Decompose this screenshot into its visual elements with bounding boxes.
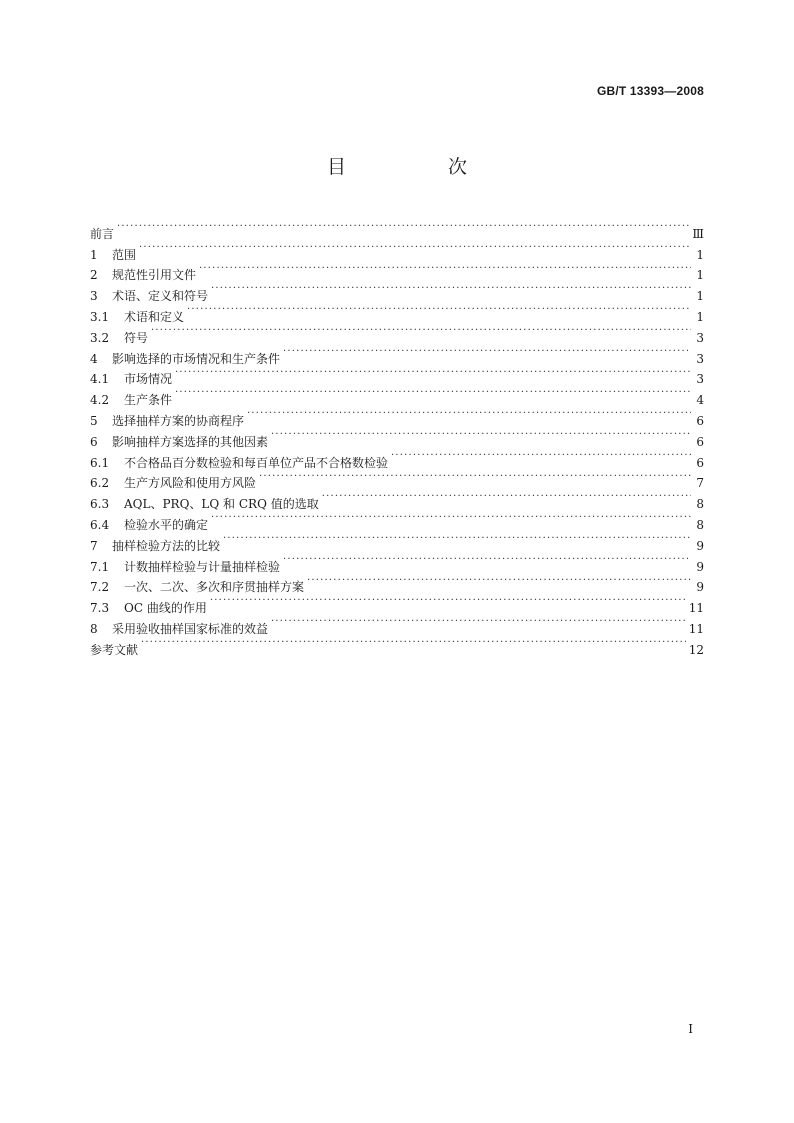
toc-entry[interactable] bbox=[90, 217, 704, 241]
toc-dot-leader bbox=[175, 383, 691, 404]
toc-dot-leader bbox=[210, 591, 686, 612]
toc-entry-label: 术语、定义和符号 bbox=[112, 289, 209, 304]
toc-entry-label: 计数抽样检验与计量抽样检验 bbox=[124, 559, 281, 574]
toc-entry-label: 检验水平的确定 bbox=[124, 517, 209, 532]
toc-entry-number: 6 bbox=[90, 434, 98, 449]
toc-entry-page: 9 bbox=[696, 559, 704, 574]
toc-entry-page: 4 bbox=[696, 393, 704, 408]
toc-entry-label: 范围 bbox=[112, 247, 137, 262]
toc-dot-leader bbox=[151, 321, 691, 342]
toc-entry[interactable] bbox=[90, 321, 704, 345]
toc-entry-label: 影响选择的市场情况和生产条件 bbox=[112, 351, 281, 366]
toc-entry-number: 6.2 bbox=[90, 476, 110, 491]
toc-entry-page: 1 bbox=[696, 268, 704, 283]
toc-entry-label: 一次、二次、多次和序贯抽样方案 bbox=[124, 580, 305, 595]
toc-entry-label: 选择抽样方案的协商程序 bbox=[112, 413, 245, 428]
toc-dot-leader bbox=[271, 425, 691, 446]
toc-dot-leader bbox=[307, 571, 691, 592]
toc-entry-label: OC 曲线的作用 bbox=[124, 601, 207, 616]
toc-entry-number: 5 bbox=[90, 413, 98, 428]
toc-dot-leader bbox=[283, 342, 691, 363]
toc-entry-page: 1 bbox=[696, 247, 704, 262]
toc-entry-number: 3 bbox=[90, 289, 98, 304]
toc-entry-label: 前言 bbox=[90, 226, 115, 241]
toc-dot-leader bbox=[117, 217, 689, 238]
toc-entry-label: 影响抽样方案选择的其他因素 bbox=[112, 434, 269, 449]
toc-entry-number: 3.2 bbox=[90, 330, 110, 345]
toc-entry-page: 1 bbox=[696, 309, 704, 324]
toc-entry-page: 9 bbox=[696, 538, 704, 553]
toc-entry-page: 3 bbox=[696, 372, 704, 387]
toc-entry[interactable] bbox=[90, 259, 704, 283]
toc-entry-page: 1 bbox=[696, 289, 704, 304]
toc-entry-number: 8 bbox=[90, 621, 98, 636]
toc-entry-page: 11 bbox=[688, 601, 704, 616]
toc-entry-label: 规范性引用文件 bbox=[112, 268, 197, 283]
toc-entry-label: 不合格品百分数检验和每百单位产品不合格数检验 bbox=[124, 455, 389, 470]
toc-entry-page: Ⅲ bbox=[692, 226, 704, 241]
toc-dot-leader bbox=[141, 633, 686, 654]
toc-entry-page: 6 bbox=[696, 434, 704, 449]
toc-entry-number: 4.1 bbox=[90, 372, 110, 387]
toc-entry-label: 市场情况 bbox=[124, 372, 173, 387]
toc-entry-label: AQL、PRQ、LQ 和 CRQ 值的选取 bbox=[124, 497, 319, 512]
toc-entry-page: 9 bbox=[696, 580, 704, 595]
toc-entry-number: 7.2 bbox=[90, 580, 110, 595]
toc-entry-page: 12 bbox=[688, 642, 704, 657]
toc-dot-leader bbox=[283, 550, 691, 571]
toc-entry[interactable] bbox=[90, 404, 704, 428]
toc-entry-page: 11 bbox=[688, 621, 704, 636]
toc-entry-label: 生产条件 bbox=[124, 393, 173, 408]
toc-dot-leader bbox=[211, 279, 691, 300]
toc-entry-label: 符号 bbox=[124, 330, 149, 345]
toc-entry-page: 8 bbox=[696, 497, 704, 512]
page-number: I bbox=[688, 1022, 693, 1036]
toc-entry-page: 6 bbox=[696, 413, 704, 428]
toc-entry-number: 2 bbox=[90, 268, 98, 283]
toc-dot-leader bbox=[322, 487, 691, 508]
toc-entry[interactable] bbox=[90, 383, 704, 408]
toc-entry-page: 7 bbox=[696, 476, 704, 491]
toc-dot-leader bbox=[271, 612, 686, 633]
toc-dot-leader bbox=[199, 259, 691, 280]
toc-entry-number: 6.3 bbox=[90, 497, 110, 512]
toc-entry-number: 4 bbox=[90, 351, 98, 366]
toc-entry[interactable] bbox=[90, 363, 704, 387]
toc-entry-page: 8 bbox=[696, 517, 704, 532]
toc-entry-number: 7.1 bbox=[90, 559, 110, 574]
toc-entry-number: 6.1 bbox=[90, 455, 110, 470]
table-of-contents bbox=[90, 217, 704, 657]
toc-entry-number: 4.2 bbox=[90, 393, 110, 408]
toc-dot-leader bbox=[223, 529, 691, 550]
toc-entry-label: 抽样检验方法的比较 bbox=[112, 538, 221, 553]
toc-dot-leader bbox=[187, 300, 691, 321]
toc-entry-label: 采用验收抽样国家标准的效益 bbox=[112, 621, 269, 636]
toc-dot-leader bbox=[391, 446, 691, 467]
toc-entry-number: 7 bbox=[90, 538, 98, 553]
toc-entry-number: 1 bbox=[90, 247, 98, 262]
toc-entry-number: 7.3 bbox=[90, 601, 110, 616]
toc-entry-page: 3 bbox=[696, 351, 704, 366]
toc-entry-label: 生产方风险和使用方风险 bbox=[124, 476, 257, 491]
page-title: 目 次 bbox=[326, 156, 516, 178]
toc-dot-leader bbox=[247, 404, 691, 425]
toc-entry-number: 3.1 bbox=[90, 309, 110, 324]
toc-entry[interactable] bbox=[90, 238, 704, 262]
toc-entry-number: 6.4 bbox=[90, 517, 110, 532]
toc-dot-leader bbox=[139, 238, 691, 259]
toc-dot-leader bbox=[259, 467, 691, 488]
toc-entry-label: 术语和定义 bbox=[124, 309, 185, 324]
toc-dot-leader bbox=[175, 363, 691, 384]
toc-entry-page: 3 bbox=[696, 330, 704, 345]
toc-entry[interactable] bbox=[90, 342, 704, 366]
toc-entry-page: 6 bbox=[696, 455, 704, 470]
standard-code: GB/T 13393—2008 bbox=[596, 84, 704, 98]
toc-entry[interactable] bbox=[90, 633, 704, 657]
toc-entry-label: 参考文献 bbox=[90, 642, 139, 657]
toc-dot-leader bbox=[211, 508, 691, 529]
